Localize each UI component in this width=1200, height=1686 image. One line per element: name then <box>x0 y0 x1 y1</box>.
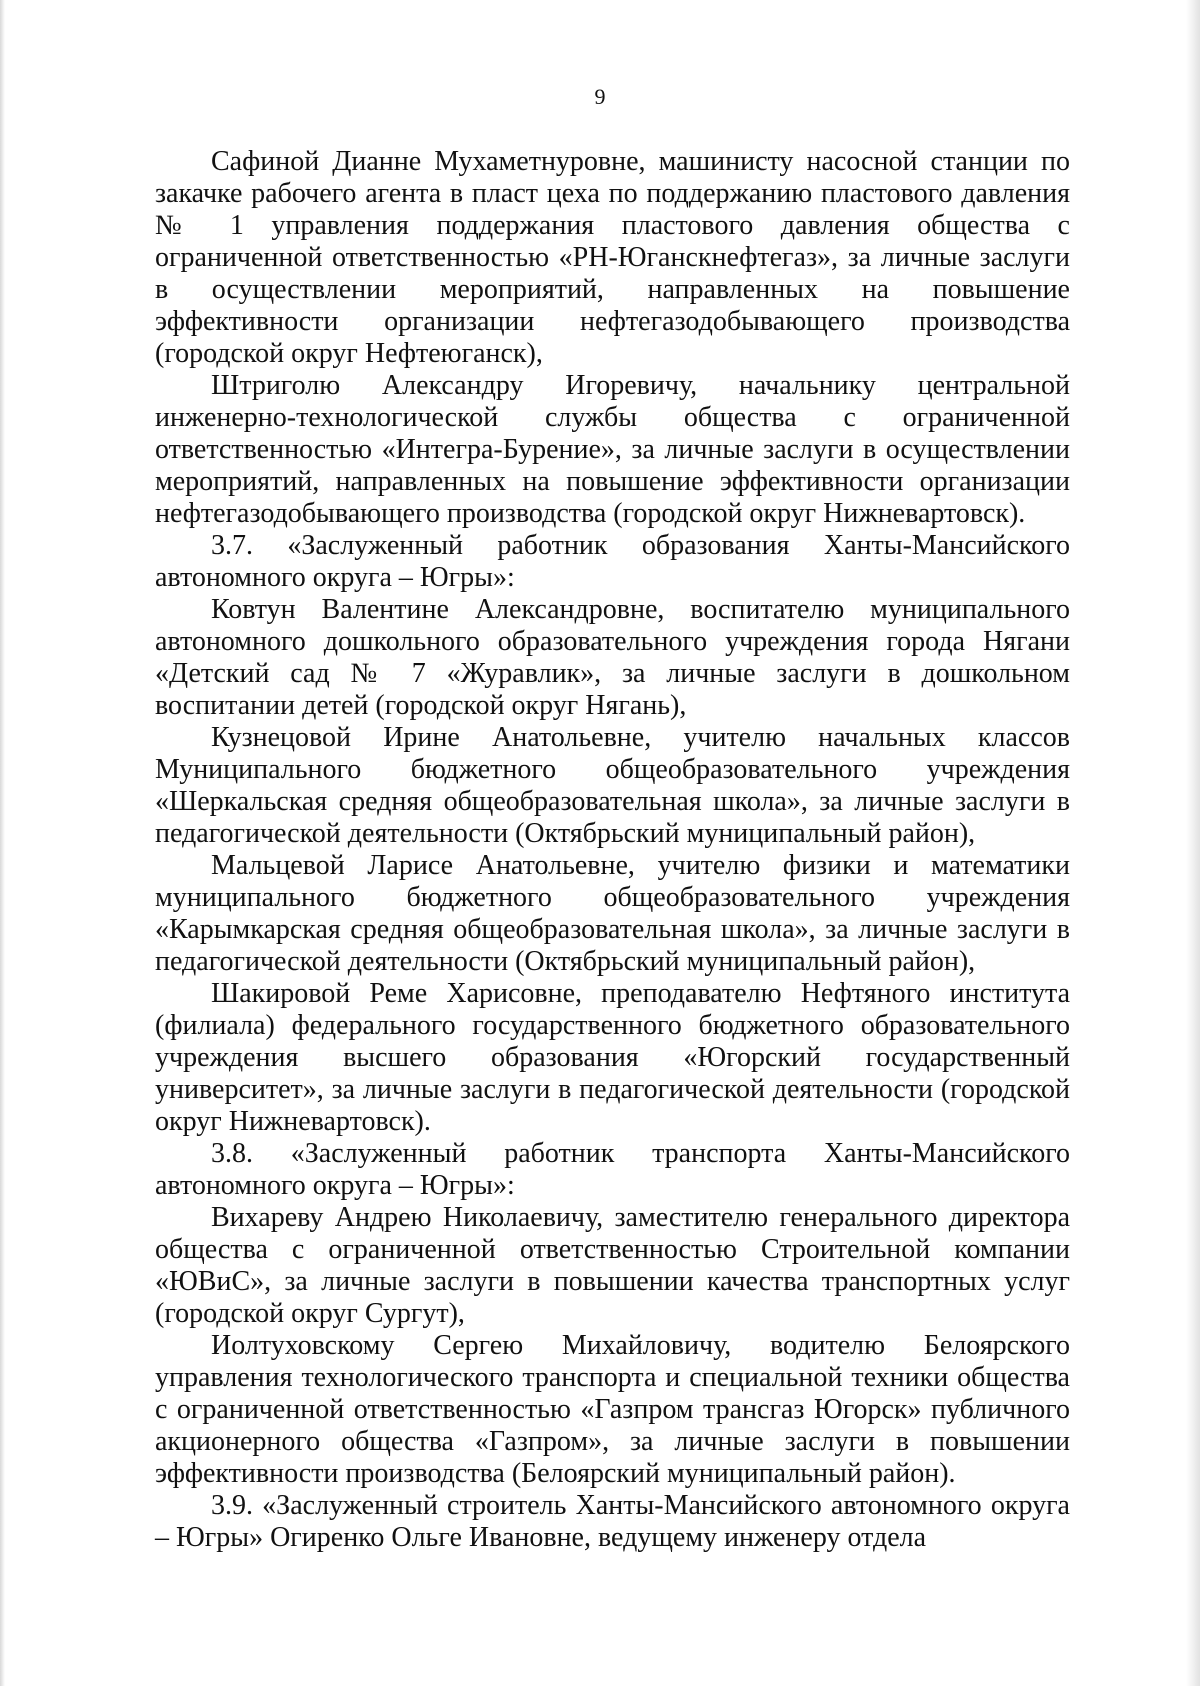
section-3-8-heading: 3.8. «Заслуженный работник транспорта Ханты-Мансийского автономного округа – Югры»: <box>155 1138 1070 1201</box>
scan-edge-right <box>1186 0 1200 1686</box>
paragraph-safina: Сафиной Дианне Мухаметнуровне, машинисту насосной станции по закачке рабочего агента в пласт цеха по поддержанию пластового давления № 1 управления поддержания пластового давления общества с ограниченной ответственностью «РН-Юганскнефтегаз», за личные заслуги в осуществлении мероприятий, направленных на повышение эффективности организации нефтегазодобывающего производства (городской округ Нефтеюганск), <box>155 146 1070 369</box>
paragraph-shakirova: Шакировой Реме Харисовне, преподавателю Нефтяного института (филиала) федерального государственного бюджетного образовательного учреждения высшего образования «Югорский государственный университет», за личные заслуги в педагогической деятельности (городской округ Нижневартовск). <box>155 978 1070 1137</box>
paragraph-maltseva: Мальцевой Ларисе Анатольевне, учителю физики и математики муниципального бюджетного общеобразовательного учреждения «Карымкарская средняя общеобразовательная школа», за личные заслуги в педагогической деятельности (Октябрьский муниципальный район), <box>155 850 1070 977</box>
paragraph-shtrigol: Штриголю Александру Игоревичу, начальнику центральной инженерно-технологической службы общества с ограниченной ответственностью «Интегра-Бурение», за личные заслуги в осуществлении мероприятий, направленных на повышение эффективности организации нефтегазодобывающего производства (городской округ Нижневартовск). <box>155 370 1070 529</box>
paragraph-ioltukhovsky: Иолтуховскому Сергею Михайловичу, водителю Белоярского управления технологического транспорта и специальной техники общества с ограниченной ответственностью «Газпром трансгаз Югорск» публичного акционерного общества «Газпром», за личные заслуги в повышении эффективности производства (Белоярский муниципальный район). <box>155 1330 1070 1489</box>
section-3-7-heading: 3.7. «Заслуженный работник образования Ханты-Мансийского автономного округа – Югры»: <box>155 530 1070 593</box>
page-number: 9 <box>594 84 606 109</box>
section-3-9-paragraph: 3.9. «Заслуженный строитель Ханты-Мансийского автономного округа – Югры» Огиренко Ольге Ивановне, ведущему инженеру отдела <box>155 1490 1070 1553</box>
document-body <box>155 146 1070 1554</box>
paragraph-kuznetsova: Кузнецовой Ирине Анатольевне, учителю начальных классов Муниципального бюджетного общеобразовательного учреждения «Шеркальская средняя общеобразовательная школа», за личные заслуги в педагогической деятельности (Октябрьский муниципальный район), <box>155 722 1070 849</box>
paragraph-kovtun: Ковтун Валентине Александровне, воспитателю муниципального автономного дошкольного образовательного учреждения города Нягани «Детский сад № 7 «Журавлик», за личные заслуги в дошкольном воспитании детей (городской округ Нягань), <box>155 594 1070 721</box>
paragraph-vikharev: Вихареву Андрею Николаевичу, заместителю генерального директора общества с ограниченной ответственностью Строительной компании «ЮВиС», за личные заслуги в повышении качества транспортных услуг (городской округ Сургут), <box>155 1202 1070 1329</box>
scan-edge-left <box>0 0 5 1686</box>
